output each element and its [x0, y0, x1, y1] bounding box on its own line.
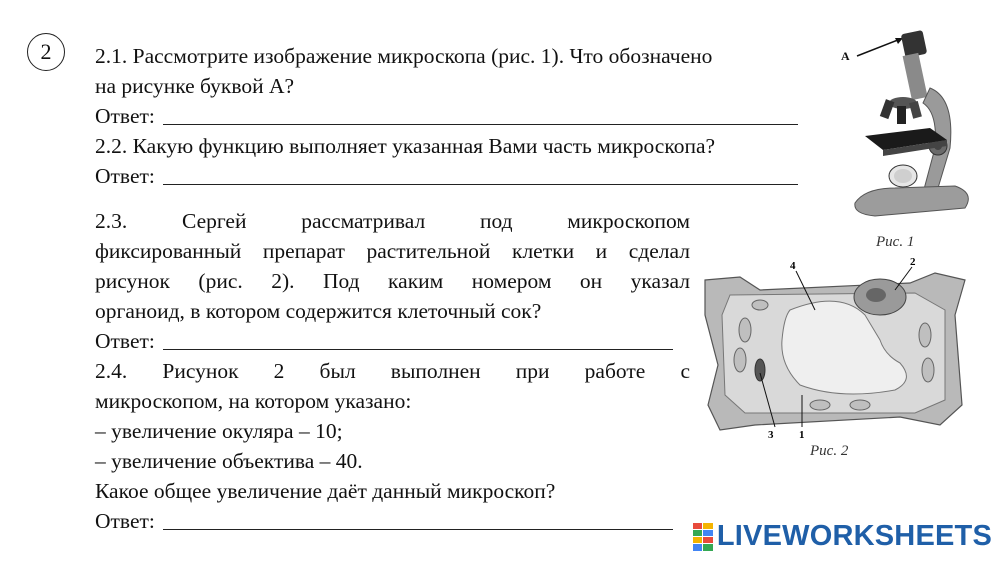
liveworksheets-text: LIVEWORKSHEETS	[716, 520, 992, 552]
q24-text-line3: – увеличение окуляра – 10;	[95, 419, 343, 443]
q23-text-line1: 2.3. Сергей рассматривал под микроскопом	[95, 209, 690, 233]
q22-answer-row	[95, 161, 798, 191]
cell-label-4: 4	[790, 260, 796, 272]
cell-label-3: 3	[768, 429, 774, 441]
figure2-caption: Рис. 2	[810, 443, 849, 459]
answer-label: Ответ:	[95, 329, 155, 353]
q23-text-line3: рисунок (рис. 2). Под каким номером он указал	[95, 269, 690, 293]
q24-text-line4: – увеличение объектива – 40.	[95, 449, 363, 473]
answer-label: Ответ:	[95, 164, 155, 188]
q22-answer-field[interactable]	[163, 184, 798, 185]
microscope-icon	[835, 28, 985, 238]
q21-answer-row	[95, 101, 798, 131]
q23-answer-row	[95, 326, 673, 356]
q22-text-line1: 2.2. Какую функцию выполняет указанная Вами часть микроскопа?	[95, 134, 716, 158]
microscope-figure	[835, 28, 985, 238]
q24-answer-field[interactable]	[163, 529, 673, 530]
answer-label: Ответ:	[95, 509, 155, 533]
q24-text-line5: Какое общее увеличение даёт данный микроскоп?	[95, 479, 556, 503]
q21-text-line2: на рисунке буквой А?	[95, 74, 295, 98]
pointer-letter: А	[841, 49, 850, 63]
answer-label: Ответ:	[95, 104, 155, 128]
q21-text-line1: 2.1. Рассмотрите изображение микроскопа (рис. 1). Что обозначено	[95, 44, 713, 68]
q23-text-line4: органоид, в котором содержится клеточный сок?	[95, 299, 542, 323]
cell-label-2: 2	[910, 256, 916, 268]
plant-cell-figure	[700, 255, 970, 455]
q24-text-line2: микроскопом, на котором указано:	[95, 389, 412, 413]
liveworksheets-logo	[693, 520, 992, 553]
q23-text-line2: фиксированный препарат растительной клетки и сделал	[95, 239, 690, 263]
q24-text-line1: 2.4. Рисунок 2 был выполнен при работе с	[95, 359, 690, 383]
question-number: 2	[27, 33, 65, 71]
liveworksheets-icon	[693, 523, 713, 551]
q23-answer-field[interactable]	[163, 349, 673, 350]
figure1-caption: Рис. 1	[876, 234, 915, 250]
plant-cell-icon	[700, 255, 970, 455]
q21-answer-field[interactable]	[163, 124, 798, 125]
cell-label-1: 1	[799, 429, 805, 441]
q24-answer-row	[95, 506, 673, 536]
